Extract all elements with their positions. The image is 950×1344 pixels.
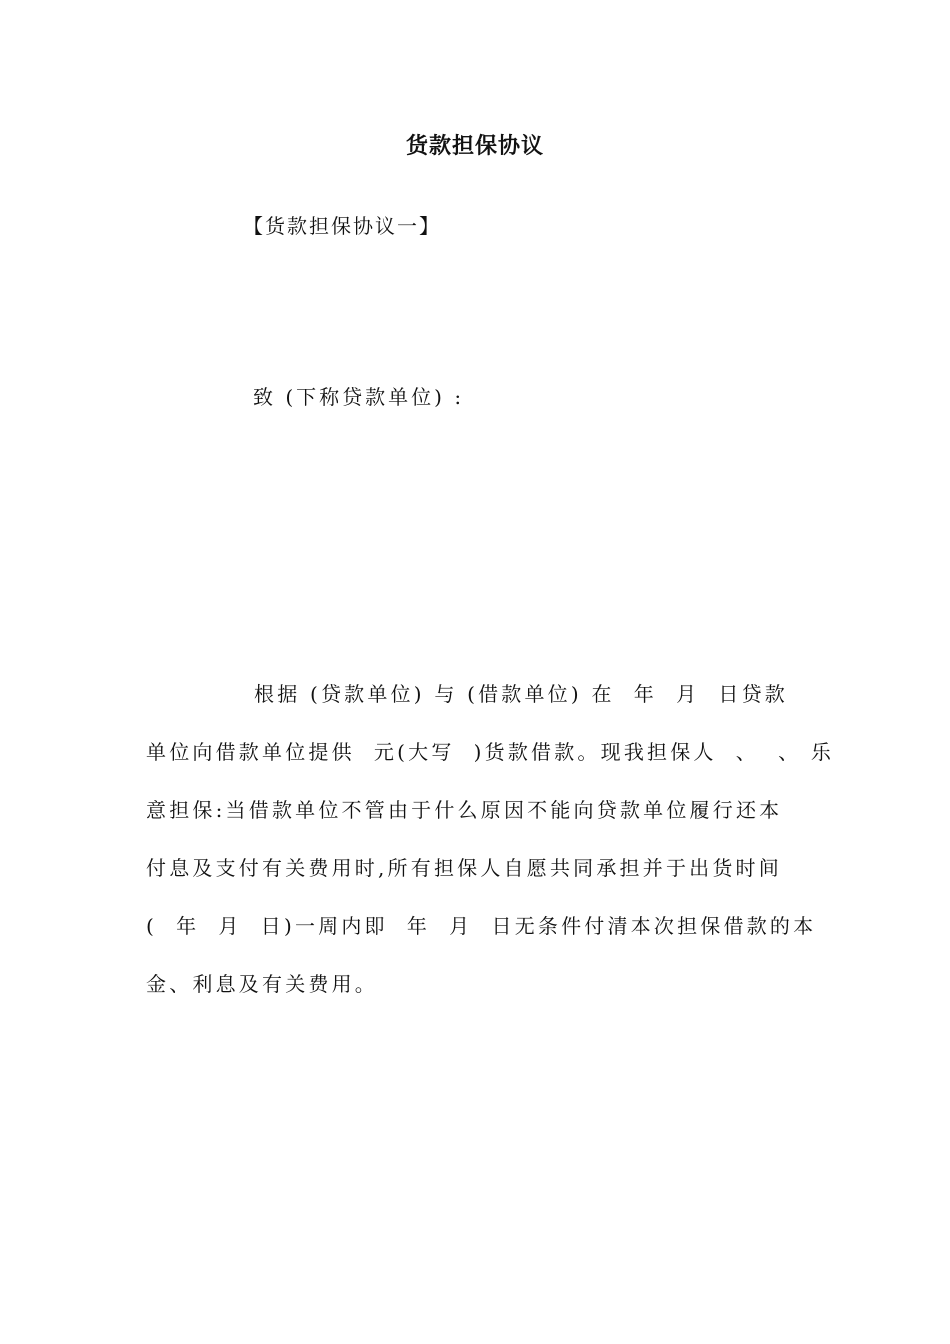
body-line [146,665,804,723]
salutation-line: 致 (下称贷款单位) : [253,385,465,409]
document-title: 货款担保协议 [405,134,544,159]
body-line: 单位向借款单位提供 元(大写 )货款借款。现我担保人 、 、 乐 [146,740,835,764]
body-line: 意担保:当借款单位不管由于什么原因不能向贷款单位履行还本 [146,798,783,822]
body-line: ( 年 月 日)一周内即 年 月 日无条件付清本次担保借款的本 [146,914,817,938]
body-line-text: 根据 (贷款单位) 与 (借款单位) 在 年 月 日贷款 [254,682,788,706]
body-line: 付息及支付有关费用时,所有担保人自愿共同承担并于出货时间 [146,856,782,880]
body-line: 金、利息及有关费用。 [146,972,378,996]
body-paragraph [146,665,835,1013]
section-heading: 【货款担保协议一】 [243,214,441,238]
